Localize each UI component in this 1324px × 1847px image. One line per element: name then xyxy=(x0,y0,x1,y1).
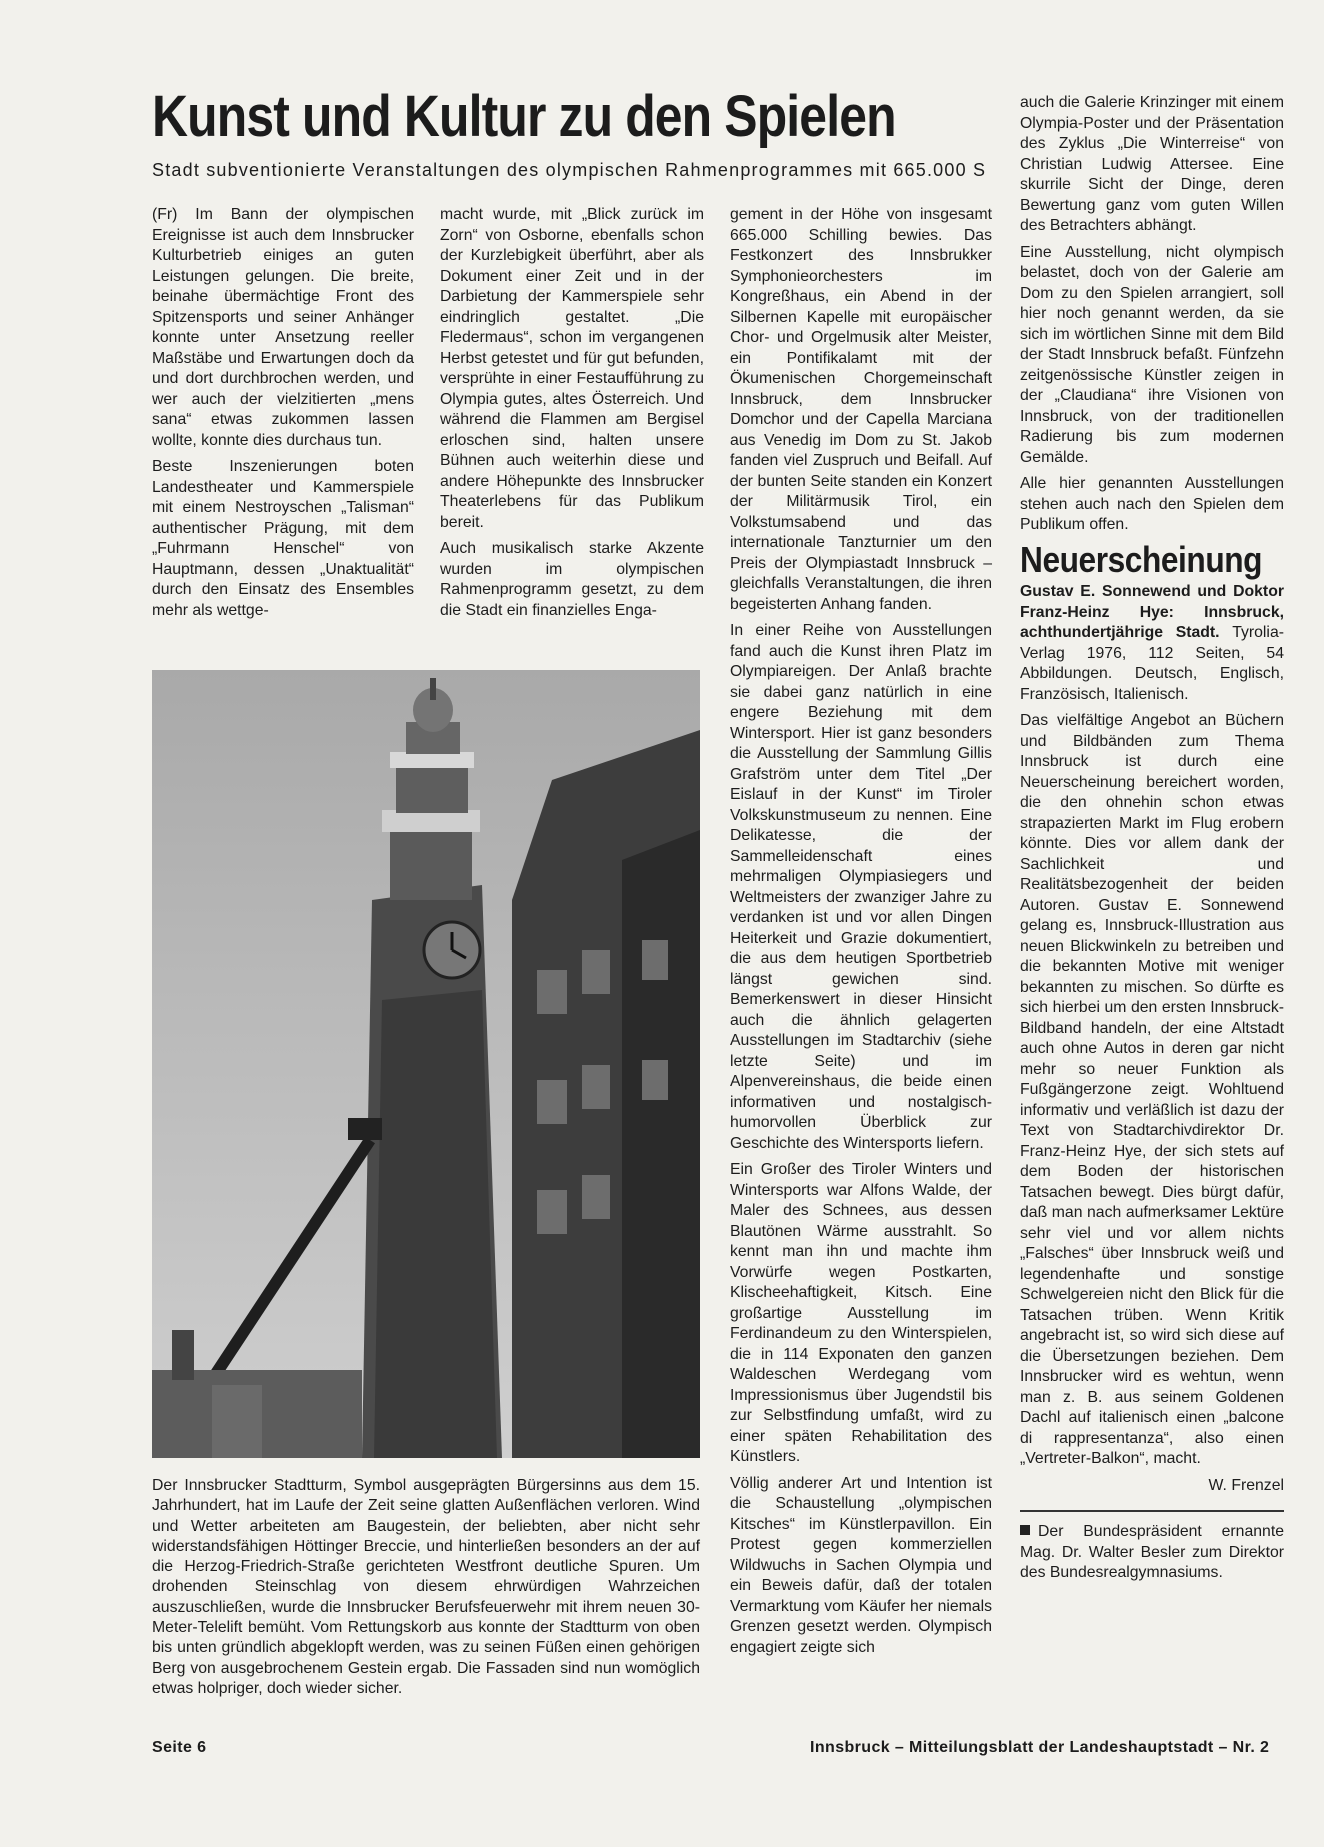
article-column-2 xyxy=(440,205,704,627)
paragraph: Beste Inszenierungen boten Landestheater und Kammerspiele mit einem Nestroyschen „Talisman“ authentischer Prägung, mit dem „Fuhrmann Henschel“ von Hauptmann, dessen „Unaktualität“ durch den Einsatz des Ensembles mehr als wettge- xyxy=(152,458,414,619)
square-bullet-icon xyxy=(1020,1525,1030,1535)
paragraph: Alle hier genannten Ausstellungen stehen auch nach den Spielen dem Publikum offen. xyxy=(1020,475,1284,533)
tower-illustration xyxy=(152,670,700,1458)
divider xyxy=(1020,1510,1284,1512)
book-info xyxy=(1020,582,1284,705)
publication-footer: Innsbruck – Mitteilungsblatt der Landeshauptstadt – Nr. 2 xyxy=(810,1739,1270,1756)
stadtturm-photo xyxy=(152,670,700,1458)
paragraph: Völlig anderer Art und Intention ist die Schaustellung „olympischen Kitsches“ im Künstlerpavillon. Ein Protest gegen kommerziellen Wildwuchs in Sachen Olympia und ein Beweis dafür, daß der totalen Vermarktung vom Käufer her niemals Grenzen gesetzt werden. Olympisch engagiert zeigte sich xyxy=(730,1474,992,1656)
paragraph: gement in der Höhe von insgesamt 665.000 Schilling bewies. Das Festkonzert des Innsbrukker Symphonieorchesters im Kongreßhaus, ein Abend in der Silbernen Kapelle mit europäischer Chor- und Orgelmusik alter Meister, ein Pontifikalamt mit der Ökumenischen Chorgemeinschaft Innsbruck, dem Innsbrucker Domchor und der Capella Marciana aus Venedig im Dom zu St. Jakob fanden viel Zuspruch und Beifall. Auf der bunten Seite standen ein Konzert der Militärmusik Tirol, ein Volkstumsabend und das internationale Tanzturnier um den Preis der Olympiastadt Innsbruck – gleichfalls Veranstaltungen, die ihren begeisterten Anhang fanden. xyxy=(730,206,992,613)
review-body: Das vielfältige Angebot an Büchern und Bildbänden zum Thema Innsbruck ist durch eine Neuerscheinung bereichert worden, die den ohnehin schon etwas strapazierten Markt im Flug erobern könnte. Dies vor allem dank der Sachlichkeit und Realitätsbezogenheit der beiden Autoren. Gustav E. Sonnewend gelang es, Innsbruck-Illustration aus neuen Blickwinkeln zu betreiben und die bekannten Motive mit weniger bekannten zu mischen. So dürfte es sich hierbei um den ersten Innsbruck-Bildband handeln, der eine Altstadt auch ohne Autos in deren gar nicht mehr so neuer Funktion als Fußgängerzone zeigt. Wohltuend informativ und verläßlich ist dazu der Text von Stadtarchivdirektor Dr. Franz-Heinz Hye, der sich stets auf dem Boden der historischen Tatsachen bewegt. Dies bürgt dafür, daß man nach aufmerksamer Lektüre sehr viel und vor allem nichts „Falsches“ über Innsbruck weiß und legendenhafte und sonstige Schwelgereien nicht den Blick für die Tatsachen trüben. Wenn Kritik angebracht ist, so wird sich diese auf die Übersetzungen beziehen. Dem Innsbrucker wird es wehtun, wenn man z. B. aus seinem Goldenen Dachl auf italienisch einen „balcone di rappresentanza“, also einen „Vertreter-Balkon“, macht. xyxy=(1020,712,1284,1467)
review-signature: W. Frenzel xyxy=(1208,1476,1284,1494)
article-column-3 xyxy=(730,205,992,1664)
paragraph: Ein Großer des Tiroler Winters und Wintersports war Alfons Walde, der Maler des Schnees, aus dessen Blautönen Wärme ausstrahlt. So kennt man ihn und machte ihm Vorwürfe wegen Postkarten, Klischeehaftigkeit, Kitsch. Eine großartige Ausstellung im Ferdinandeum zu den Winterspielen, die in 114 Exponaten den ganzen Waldeschen Werdegang vom Impressionismus über Jugendstil bis zur Selbstfindung umfaßt, wird zu einer späten Rehabilitation des Künstlers. xyxy=(730,1161,992,1465)
paragraph: macht wurde, mit „Blick zurück im Zorn“ von Osborne, ebenfalls schon der Kurzlebigkeit überführt, aber als Dokument einer Zeit und in der Darbietung der Kammerspiele sehr eindringlich gestaltet. „Die Fledermaus“, schon im vergangenen Herbst getestet und für gut befunden, versprühte in einer Festaufführung zu Olympia gutes, altes Österreich. Und während die Flammen am Bergisel erloschen sind, halten unsere Bühnen auch weiterhin diese und andere Höhepunkte des Innsbrucker Theaterlebens für das Publikum bereit. xyxy=(440,206,704,531)
page-number: Seite 6 xyxy=(152,1739,207,1756)
review-section-title: Neuerscheinung xyxy=(1020,538,1263,580)
book-authors-title: Gustav E. Sonnewend und Doktor Franz-Heinz Hye: Innsbruck, achthundertjährige Stadt. xyxy=(1020,583,1284,641)
subheadline: Stadt subventionierte Veranstaltungen des olympischen Rahmenprogrammes mit 665.000 S xyxy=(152,160,987,180)
paragraph: (Fr) Im Bann der olympischen Ereignisse ist auch dem Innsbrucker Kulturbetrieb einiges an guten Leistungen gelungen. Die breite, beinahe übermächtige Front des Spitzensports und seiner Anhänger konnte unter Ansetzung reeller Maßstäbe und Erwartungen doch da und dort durchbrochen werden, und wer auch der vielzitierten „mens sana“ etwas zukommen lassen wollte, konnte dies durchaus tun. xyxy=(152,206,414,449)
article-column-1 xyxy=(152,205,414,627)
paragraph: Eine Ausstellung, nicht olympisch belastet, doch von der Galerie am Dom zu den Spielen arrangiert, soll hier noch genannt werden, da sie sich im wörtlichen Sinne mit dem Bild der Stadt Innsbruck befaßt. Fünfzehn zeitgenössische Künstler zeigen in der „Claudiana“ ihre Visionen von Innsbruck, von der traditionellen Radierung bis zum modernen Gemälde. xyxy=(1020,243,1284,466)
notice-text: Der Bundespräsident ernannte Mag. Dr. Walter Besler zum Direktor des Bundesrealgymnasiums. xyxy=(1020,1523,1284,1581)
notice-item xyxy=(1020,1522,1284,1584)
book-details: Tyrolia-Verlag 1976, 112 Seiten, 54 Abbildungen. Deutsch, Englisch, Französisch, Italienisch. xyxy=(1020,624,1284,703)
headline: Kunst und Kultur zu den Spielen xyxy=(152,84,896,149)
paragraph: Auch musikalisch starke Akzente wurden im olympischen Rahmenprogramm gesetzt, zu dem die Stadt ein finanzielles Enga- xyxy=(440,540,704,619)
article-column-4 xyxy=(1020,93,1284,1590)
paragraph: auch die Galerie Krinzinger mit einem Olympia-Poster und der Präsentation des Zyklus „Die Winterreise“ von Christian Ludwig Attersee. Eine skurrile Sicht der Dinge, deren Bewertung ganz vom guten Willen des Betrachters abhängt. xyxy=(1020,94,1284,234)
photo-caption: Der Innsbrucker Stadtturm, Symbol ausgeprägten Bürgersinns aus dem 15. Jahrhundert, hat im Laufe der Zeit seine glatten Außenflächen verloren. Wind und Wetter arbeiteten am Baugestein, der beliebten, aber nicht sehr widerstandsfähigen Höttinger Breccie, und hinterließen besonders an der auf die Herzog-Friedrich-Straße gerichteten Westfront deutliche Spuren. Um drohenden Steinschlag von diesem ehrwürdigen Wahrzeichen auszuschließen, wurde die Innsbrucker Berufsfeuerwehr mit ihrem neuen 30-Meter-Telelift bemüht. Vom Rettungskorb aus konnte der Stadtturm von oben bis unten gründlich abgeklopft werden, was zu seinen Füßen einen gehörigen Berg von ausgebrochenem Gestein ergab. Die Fassaden sind nun womöglich etwas holpriger, doch wieder sicher. xyxy=(152,1477,700,1697)
paragraph: In einer Reihe von Ausstellungen fand auch die Kunst ihren Platz im Olympiareigen. Der Anlaß brachte sie dabei ganz natürlich in eine engere Beziehung mit dem Wintersport. Hier ist ganz besonders die Ausstellung der Sammlung Gillis Grafström unter dem Titel „Der Eislauf in der Kunst“ im Tiroler Volkskunstmuseum zu nennen. Eine Delikatesse, die der Sammelleidenschaft eines mehrmaligen Olympiasiegers und Weltmeisters der zwanziger Jahre zu verdanken ist und vor allen Dingen Heiterkeit und Grazie dokumentiert, die aus dem heutigen Sportbetrieb längst gewichen sind. Bemerkenswert in dieser Hinsicht auch die ähnlich gelagerten Ausstellungen im Stadtarchiv (siehe letzte Seite) und im Alpenvereinshaus, die beide einen informativen und nostalgisch-humorvollen Überblick zur Geschichte des Wintersports liefern. xyxy=(730,622,992,1152)
